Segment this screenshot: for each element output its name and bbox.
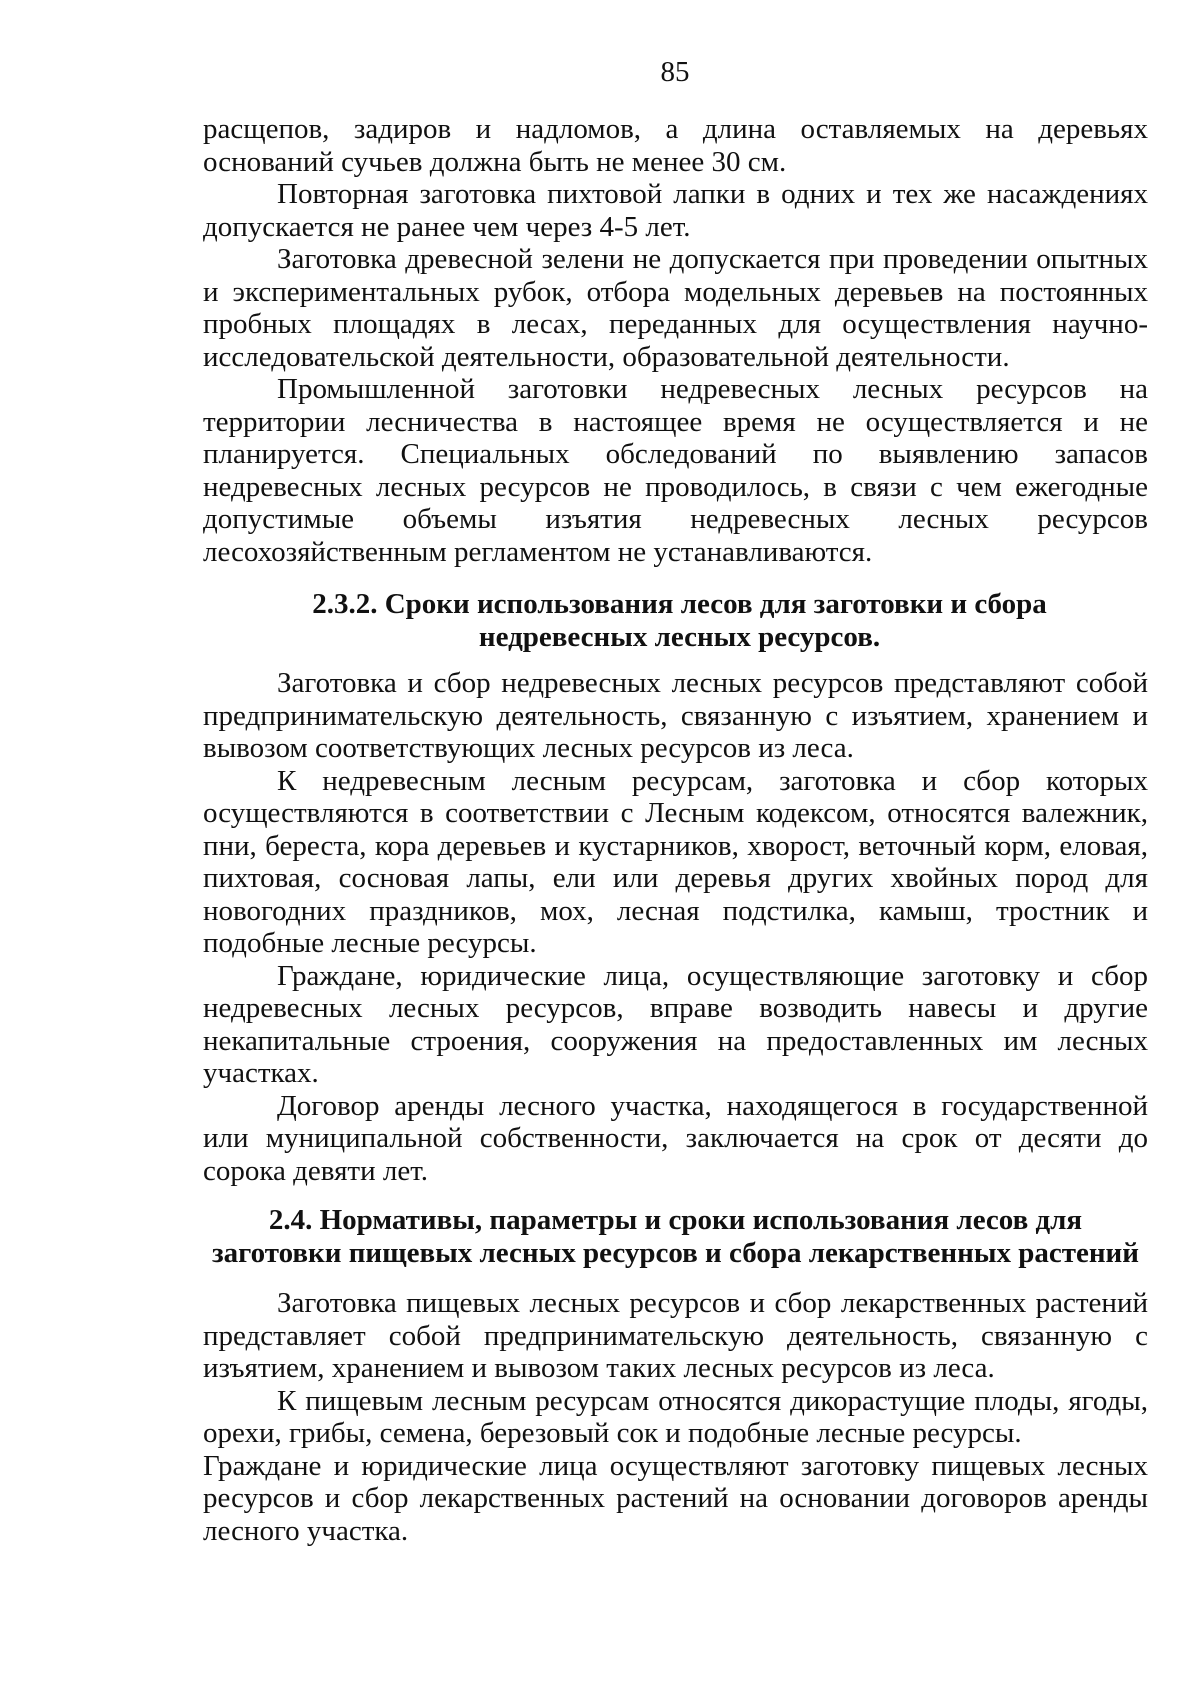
- paragraph: К пищевым лесным ресурсам относятся дикорастущие плоды, ягоды, орехи, грибы, семена, березовый сок и подобные лесные ресурсы.: [203, 1384, 1148, 1449]
- paragraph: Промышленной заготовки недревесных лесных ресурсов на территории лесничества в настоящее время не осуществляется и не планируется. Специальных обследований по выявлению запасов недревесных лесных ресурсов не проводилось, в связи с чем ежегодные допустимые объемы изъятия недревесных лесных ресурсов лесохозяйственным регламентом не устанавливаются.: [203, 373, 1148, 568]
- paragraph: Граждане и юридические лица осуществляют заготовку пищевых лесных ресурсов и сбор лекарственных растений на основании договоров аренды лесного участка.: [203, 1449, 1148, 1547]
- paragraph: Граждане, юридические лица, осуществляющие заготовку и сбор недревесных лесных ресурсов, вправе возводить навесы и другие некапитальные строения, сооружения на предоставленных им лесных участках.: [203, 959, 1148, 1089]
- paragraph: Заготовка пищевых лесных ресурсов и сбор лекарственных растений представляет собой предпринимательскую деятельность, связанную с изъятием, хранением и вывозом таких лесных ресурсов из леса.: [203, 1287, 1148, 1384]
- paragraph: Договор аренды лесного участка, находящегося в государственной или муниципальной собственности, заключается на срок от десяти до сорока девяти лет.: [203, 1089, 1148, 1187]
- paragraph-continuation: расщепов, задиров и надломов, а длина оставляемых на деревьях оснований сучьев должна быть не менее 30 см.: [203, 113, 1148, 178]
- page-number: 85: [660, 56, 690, 88]
- paragraph: Повторная заготовка пихтовой лапки в одних и тех же насаждениях допускается не ранее чем через 4-5 лет.: [203, 178, 1148, 243]
- section-heading-2-4: 2.4. Нормативы, параметры и сроки использования лесов для заготовки пищевых лесных ресурсов и сбора лекарственных растений: [212, 1204, 1139, 1269]
- paragraph: К недревесным лесным ресурсам, заготовка и сбор которых осуществляются в соответствии с Лесным кодексом, относятся валежник, пни, береста, кора деревьев и кустарников, хворост, веточный корм, еловая, пихтовая, сосновая лапы, ели или деревья других хвойных пород для новогодних праздников, мох, лесная подстилка, камыш, тростник и подобные лесные ресурсы.: [203, 764, 1148, 959]
- document-body: [203, 113, 1148, 1547]
- paragraph: Заготовка древесной зелени не допускается при проведении опытных и экспериментальных рубок, отбора модельных деревьев на постоянных пробных площадях в лесах, переданных для осуществления научно-исследовательской деятельности, образовательной деятельности.: [203, 243, 1148, 373]
- paragraph: Заготовка и сбор недревесных лесных ресурсов представляют собой предпринимательскую деятельность, связанную с изъятием, хранением и вывозом соответствующих лесных ресурсов из леса.: [203, 667, 1148, 764]
- section-heading-2-3-2: 2.3.2. Сроки использования лесов для заготовки и сбора недревесных лесных ресурсов.: [312, 588, 1047, 653]
